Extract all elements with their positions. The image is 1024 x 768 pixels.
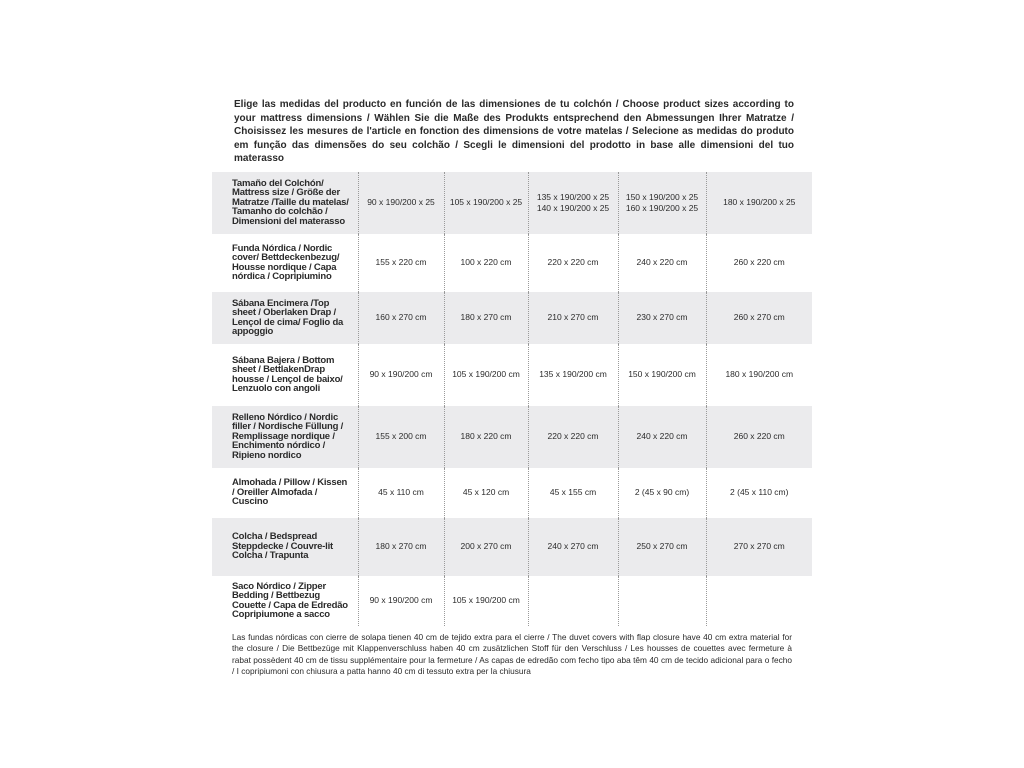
- table-row: [212, 292, 812, 344]
- size-value: 90 x 190/200 cm: [369, 595, 433, 605]
- table-cell: [618, 518, 706, 576]
- row-label: Sábana Bajera / Bottom sheet / BettlakenDrap housse / Lençol de baixo/ Lenzuolo con angoli: [232, 354, 343, 394]
- size-value: 160 x 270 cm: [375, 312, 427, 322]
- size-value: 150 x 190/200 cm: [628, 369, 696, 379]
- header-label: Tamaño del Colchón/ Mattress size / Größe der Matratze /Taille du matelas/ Tamanho do colchão / Dimensioni del materasso: [232, 177, 349, 227]
- size-value: 240 x 270 cm: [547, 541, 599, 551]
- size-value: 90 x 190/200 cm: [369, 369, 433, 379]
- table-cell: [528, 292, 618, 344]
- row-label-cell: [212, 344, 358, 406]
- row-label-cell: [212, 234, 358, 292]
- size-table: [212, 172, 812, 626]
- size-value: 180 x 190/200 cm: [725, 369, 794, 379]
- header-label-cell: [212, 172, 358, 234]
- size-value: 180 x 270 cm: [460, 312, 512, 322]
- table-cell: [618, 406, 706, 468]
- row-label-cell: [212, 468, 358, 518]
- table-cell: [358, 344, 444, 406]
- row-label-cell: [212, 518, 358, 576]
- size-value: 180 x 270 cm: [375, 541, 427, 551]
- table-cell: [358, 406, 444, 468]
- table-cell: [706, 406, 812, 468]
- row-label-cell: [212, 406, 358, 468]
- table-cell: [444, 406, 528, 468]
- table-cell: [706, 234, 812, 292]
- table-row: [212, 518, 812, 576]
- table-cell: [358, 292, 444, 344]
- table-row: [212, 406, 812, 468]
- row-label-cell: [212, 292, 358, 344]
- intro-text: Elige las medidas del producto en función de las dimensiones de tu colchón / Choose product sizes according to your mattress dimensions / Wählen Sie die Maße des Produkts entsprechend den Abmessungen Ihrer Matratze / Choisissez les mesures de l'article en fonction des dimensions de votre matelas / Selecione as medidas do produto em função das dimensões do seu colchão / Scegli le dimensioni del prodotto in base alle dimensioni del tuo materasso: [234, 99, 794, 164]
- size-value: 155 x 220 cm: [375, 257, 427, 267]
- header-col-1: 90 x 190/200 x 25: [367, 197, 435, 207]
- size-value: 220 x 220 cm: [547, 431, 599, 441]
- size-value: 260 x 270 cm: [733, 312, 785, 322]
- size-value: 45 x 110 cm: [378, 487, 424, 497]
- size-value: 240 x 220 cm: [636, 257, 688, 267]
- header-cell: [358, 172, 444, 234]
- table-row: [212, 468, 812, 518]
- header-col-5: 180 x 190/200 x 25: [723, 197, 796, 207]
- header-cell: [444, 172, 528, 234]
- size-value: 105 x 190/200 cm: [452, 595, 520, 605]
- table-cell: [618, 344, 706, 406]
- table-cell: [528, 468, 618, 518]
- footnote-text: Las fundas nórdicas con cierre de solapa tienen 40 cm de tejido extra para el cierre / The duvet covers with flap closure have 40 cm extra material for the closure / Die Bettbezüge mit Klappenverschluss haben 40 cm zusätzlichen Stoff für den Verschluss / Les housses de couettes avec fermeture à rabat possèdent 40 cm de tissu supplémentaire pour la fermeture / As capas de edredão com fecho tipo aba têm 40 cm de tecido adicional para o fecho / I copripiumoni con chiusura a patta hanno 40 cm di tessuto extra per la chiusura: [232, 631, 792, 676]
- table-cell: [444, 344, 528, 406]
- table-cell: [528, 518, 618, 576]
- table-cell: [358, 234, 444, 292]
- size-value: 2 (45 x 90 cm): [634, 487, 690, 497]
- row-label: Relleno Nórdico / Nordic filler / Nordische Füllung / Remplissage nordique / Enchimento nórdico / Ripieno nordico: [232, 411, 344, 461]
- header-cell: [618, 172, 706, 234]
- table-cell: [358, 518, 444, 576]
- table-cell: [618, 234, 706, 292]
- table-cell: [618, 292, 706, 344]
- table-cell: [706, 518, 812, 576]
- size-value: 155 x 200 cm: [375, 431, 427, 441]
- header-col-2: 105 x 190/200 x 25: [449, 197, 523, 207]
- table-cell: [706, 468, 812, 518]
- table-cell: [528, 576, 618, 626]
- size-value: 250 x 270 cm: [636, 541, 688, 551]
- size-value: 45 x 120 cm: [462, 487, 510, 497]
- table-cell: [358, 468, 444, 518]
- table-cell: [444, 234, 528, 292]
- header-col-3: 135 x 190/200 x 25 140 x 190/200 x 25: [536, 191, 610, 213]
- size-value: 220 x 220 cm: [547, 257, 599, 267]
- row-label: Almohada / Pillow / Kissen / Oreiller Almofada / Cuscino: [232, 477, 348, 508]
- row-label: Sábana Encimera /Top sheet / Oberlaken Drap / Lençol de cima/ Foglio da appoggio: [232, 297, 344, 337]
- size-value: 270 x 270 cm: [733, 541, 785, 551]
- size-value: 105 x 190/200 cm: [452, 369, 520, 379]
- table-cell: [444, 518, 528, 576]
- header-col-4: 150 x 190/200 x 25 160 x 190/200 x 25: [625, 191, 699, 213]
- header-row: [212, 172, 812, 234]
- row-label: Saco Nórdico / Zipper Bedding / Bettbezug Couette / Capa de Edredão Copripiumone a sacco: [232, 580, 348, 620]
- size-value: 260 x 220 cm: [733, 257, 785, 267]
- header-cell: [706, 172, 812, 234]
- table-cell: [444, 576, 528, 626]
- table-cell: [444, 468, 528, 518]
- table-cell: [528, 344, 618, 406]
- table-cell: [528, 406, 618, 468]
- row-label: Colcha / Bedspread Steppdecke / Couvre-lit Colcha / Trapunta: [232, 531, 333, 562]
- table-cell: [444, 292, 528, 344]
- size-value: 260 x 220 cm: [733, 431, 785, 441]
- row-label-cell: [212, 576, 358, 626]
- table-cell: [358, 576, 444, 626]
- size-value: 2 (45 x 110 cm): [730, 487, 789, 497]
- size-value: 210 x 270 cm: [547, 312, 599, 322]
- size-value: 135 x 190/200 cm: [539, 369, 607, 379]
- header-cell: [528, 172, 618, 234]
- table-cell: [706, 292, 812, 344]
- size-value: 100 x 220 cm: [460, 257, 512, 267]
- size-guide: [212, 98, 812, 678]
- size-value: 240 x 220 cm: [636, 431, 688, 441]
- table-row: [212, 344, 812, 406]
- table-cell: [618, 576, 706, 626]
- row-label: Funda Nórdica / Nordic cover/ Bettdeckenbezug/ Housse nordique / Capa nórdica / Copripiumino: [232, 242, 340, 282]
- size-value: 200 x 270 cm: [460, 541, 512, 551]
- table-row: [212, 576, 812, 626]
- table-row: [212, 234, 812, 292]
- table-cell: [706, 344, 812, 406]
- size-value: 230 x 270 cm: [636, 312, 688, 322]
- size-value: 45 x 155 cm: [549, 487, 597, 497]
- table-cell: [528, 234, 618, 292]
- size-value: 180 x 220 cm: [460, 431, 512, 441]
- table-cell: [618, 468, 706, 518]
- table-cell: [706, 576, 812, 626]
